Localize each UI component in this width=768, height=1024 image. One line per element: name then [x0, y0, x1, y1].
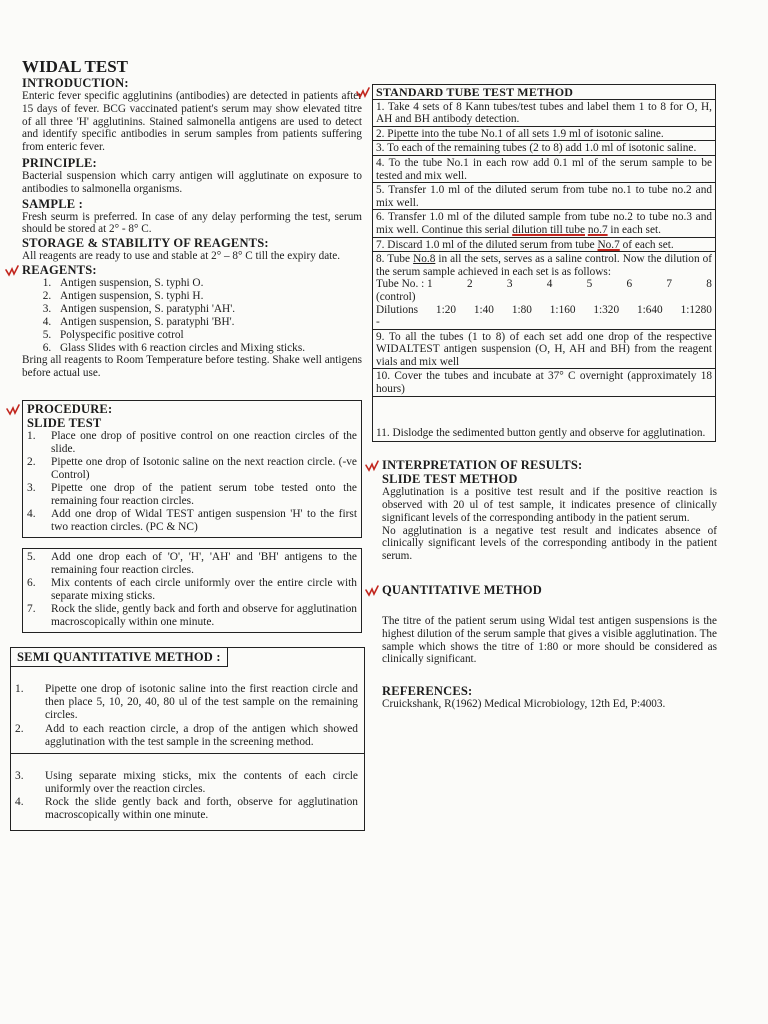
reagent-item: 6. Glass Slides with 6 reaction circles and Mixing sticks. — [54, 342, 362, 355]
reagents-note: Bring all reagents to Room Temperature before testing. Shake well antigens before actual use. — [22, 354, 362, 380]
tube-step: 9. To all the tubes (1 to 8) of each set add one drop of the respective WIDALTEST antigen suspension (O, H, AH and BH) from the reagent vials and mix well — [373, 330, 715, 370]
slide-test-heading: SLIDE TEST — [27, 416, 102, 430]
procedure-step: 6. Mix contents of each circle uniformly over the entire circle with separate mixing sticks. — [27, 577, 357, 602]
tube-step: 2. Pipette into the tube No.1 of all sets 1.9 ml of isotonic saline. — [373, 127, 715, 142]
check-mark-icon — [7, 405, 19, 414]
dilution-row: Dilutions 1:20 1:40 1:80 1:160 1:320 1:640 1:1280 — [376, 303, 712, 316]
introduction-heading: INTRODUCTION: — [22, 76, 129, 90]
tube-step: 11. Dislodge the sedimented button gently and observe for agglutination. — [376, 426, 706, 439]
reagent-item: 3. Antigen suspension, S. paratyphi 'AH'. — [54, 303, 362, 316]
quantitative-text: The titre of the patient serum using Widal test antigen suspensions is the highest dilution of the serum sample that gives a visible agglutination. The sample which shows the titre of 1:80 or more should be considered as clinically significant. — [382, 615, 717, 666]
procedure-step: 4. Add one drop of Widal TEST antigen suspension 'H' to the first two reaction circles. (PC & NC) — [27, 508, 357, 533]
reagent-item: 5. Polyspecific positive cotrol — [54, 329, 362, 342]
procedure-step: 5. Add one drop each of 'O', 'H', 'AH' and 'BH' antigens to the remaining four reaction circles. — [27, 551, 357, 576]
storage-heading: STORAGE & STABILITY OF REAGENTS: — [22, 236, 269, 251]
check-mark-icon — [6, 266, 18, 275]
tube-number-row: Tube No. : 1 2 3 4 5 6 7 8 — [376, 278, 712, 291]
tube-step: 6. Transfer 1.0 ml of the diluted sample from tube no.2 to tube no.3 and mix well. Continue this serial dilution till tube no.7 in each set. — [373, 210, 715, 237]
tube-step: 1. Take 4 sets of 8 Kann tubes/test tubes and label them 1 to 8 for O, H, AH and BH antibody detection. — [373, 100, 715, 127]
check-mark-icon — [357, 88, 369, 97]
semi-step: 2. Add to each reaction circle, a drop of the antigen which showed agglutination with the test sample in the screening method. — [15, 723, 358, 748]
semi-step: 3. Using separate mixing sticks, mix the contents of each circle uniformly over the reaction circles. — [15, 770, 358, 795]
principle-heading: PRINCIPLE: — [22, 155, 97, 170]
semi-step: 1. Pipette one drop of isotonic saline into the first reaction circle and then place 5, 10, 20, 40, 80 ul of the test sample on the remaining circles. — [15, 683, 358, 721]
tube-step: 3. To each of the remaining tubes (2 to 8) add 1.0 ml of isotonic saline. — [373, 141, 715, 156]
quantitative-heading: QUANTITATIVE METHOD — [382, 583, 542, 598]
interpretation-positive: Agglutination is a positive test result and if the positive reaction is observed with 20 ul of test sample, it indicates presence of clinically significant levels of the corresponding antibody in the patient serum. — [382, 486, 717, 524]
procedure-step: 7. Rock the slide, gently back and forth and observe for agglutination macroscopically within one minute. — [27, 603, 357, 628]
sample-heading: SAMPLE : — [22, 196, 83, 211]
references-text: Cruickshank, R(1962) Medical Microbiology, 12th Ed, P:4003. — [382, 698, 666, 711]
tube-step: 10. Cover the tubes and incubate at 37° C overnight (approximately 18 hours) — [373, 369, 715, 396]
tube-step: 7. Discard 1.0 ml of the diluted serum from tube No.7 of each set. — [373, 238, 715, 253]
interpretation-heading: INTERPRETATION OF RESULTS: — [382, 458, 583, 473]
reagent-item: 2. Antigen suspension, S. typhi H. — [54, 290, 362, 303]
tube-step: 5. Transfer 1.0 ml of the diluted serum from tube no.1 to tube no.2 and mix well. — [373, 183, 715, 210]
principle-text: Bacterial suspension which carry antigen will agglutinate on exposure to antibodies to salmonella organisms. — [22, 169, 362, 195]
check-mark-icon — [366, 586, 378, 595]
reagent-item: 1. Antigen suspension, S. typhi O. — [54, 277, 362, 290]
tube-test-heading: STANDARD TUBE TEST METHOD — [373, 85, 715, 100]
control-label: (control) — [376, 290, 416, 303]
introduction-text: Enteric fever specific agglutinins (antibodies) are detected in patients after 15 days of fever. BCG vaccinated patient's serum may show elevated titre of all three 'H' agglutinins. Stained salmonella antigens are used to detect and identify specific antibodies in serum samples from patients suffering from enteric fever. — [22, 90, 362, 154]
procedure-step: 3. Pipette one drop of the patient serum tobe tested onto the remaining four reaction circles. — [27, 482, 357, 507]
page-title: WIDAL TEST — [22, 57, 128, 76]
storage-text: All reagents are ready to use and stable at 2° – 8° C till the expiry date. — [22, 250, 341, 263]
sample-text: Fresh seurm is preferred. In case of any delay performing the test, serum should be stored at 2° - 8° C. — [22, 210, 362, 236]
interpretation-negative: No agglutination is a negative test result and indicates absence of clinically significant levels of the corresponding antibody in the patient serum. — [382, 524, 717, 563]
reagents-heading: REAGENTS: — [22, 262, 97, 277]
semi-quantitative-heading: SEMI QUANTITATIVE METHOD : — [11, 648, 228, 667]
tube-step: 4. To the tube No.1 in each row add 0.1 ml of the serum sample to be tested and mix well. — [373, 156, 715, 183]
reagent-item: 4. Antigen suspension, S. paratyphi 'BH'. — [54, 316, 362, 329]
tube-step-dilution: 8. Tube No.8 in all the sets, serves as a saline control. Now the dilution of the serum sample achieved in each set is as follows: Tube No. : 1 2 3 4 5 6 7 8 (control) Dilutions 1:20 1:40 1:80 1:160 1:320 1:640 1:1280 - — [373, 252, 715, 330]
semi-step: 4. Rock the slide gently back and forth, observe for agglutination macroscopically within one minute. — [15, 796, 358, 821]
procedure-heading: PROCEDURE: — [27, 402, 113, 416]
procedure-step: 1. Place one drop of positive control on one reaction circles of the slide. — [27, 430, 357, 455]
check-mark-icon — [366, 461, 378, 470]
references-heading: REFERENCES: — [382, 684, 473, 699]
slide-test-method-heading: SLIDE TEST METHOD — [382, 472, 518, 487]
procedure-step: 2. Pipette one drop of Isotonic saline on the next reaction circle. (-ve Control) — [27, 456, 357, 481]
